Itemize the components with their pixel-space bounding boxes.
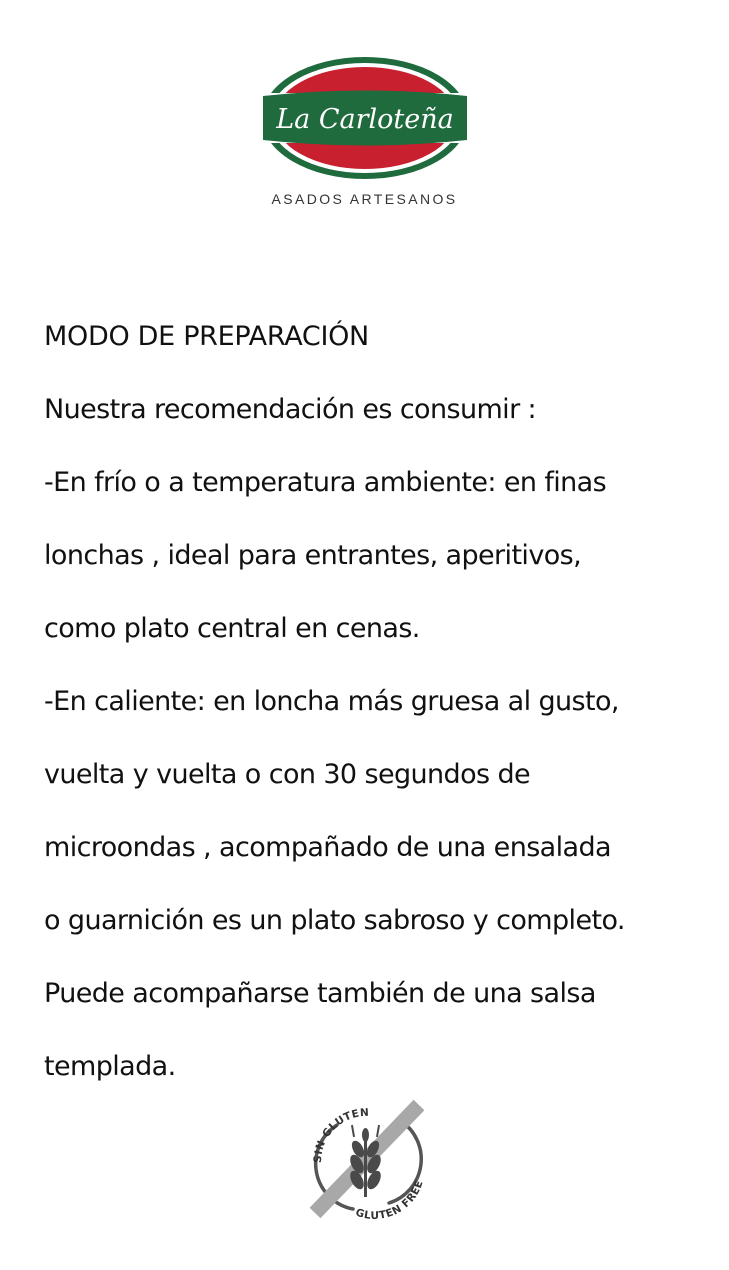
text-line: -En frío o a temperatura ambiente: en finas: [44, 467, 607, 498]
text-line: -En caliente: en loncha más gruesa al gusto,: [44, 686, 619, 717]
brand-name-text: La Carloteña: [275, 104, 454, 135]
badge-bottom-text: GLUTEN FREE: [353, 1178, 426, 1222]
text-line: microondas , acompañado de una ensalada: [44, 832, 611, 863]
text-line: como plato central en cenas.: [44, 613, 420, 644]
text-line: lonchas , ideal para entrantes, aperitivos,: [44, 540, 582, 571]
text-line: templada.: [44, 1051, 176, 1082]
brand-logo: [0, 55, 729, 181]
gluten-free-badge: [297, 1091, 437, 1231]
la-carlotena-logo: [260, 55, 470, 181]
preparation-text-block: [44, 300, 714, 1103]
preparation-heading: MODO DE PREPARACIÓN: [44, 321, 369, 352]
crossed-wheat-icon: [297, 1091, 437, 1231]
brand-tagline: ASADOS ARTESANOS: [271, 191, 458, 207]
text-line: o guarnición es un plato sabroso y completo.: [44, 905, 625, 936]
text-line: Puede acompañarse también de una salsa: [44, 978, 596, 1009]
text-line: vuelta y vuelta o con 30 segundos de: [44, 759, 530, 790]
text-line: Nuestra recomendación es consumir :: [44, 394, 537, 425]
badge-top-text: SIN GLUTEN: [311, 1106, 370, 1164]
